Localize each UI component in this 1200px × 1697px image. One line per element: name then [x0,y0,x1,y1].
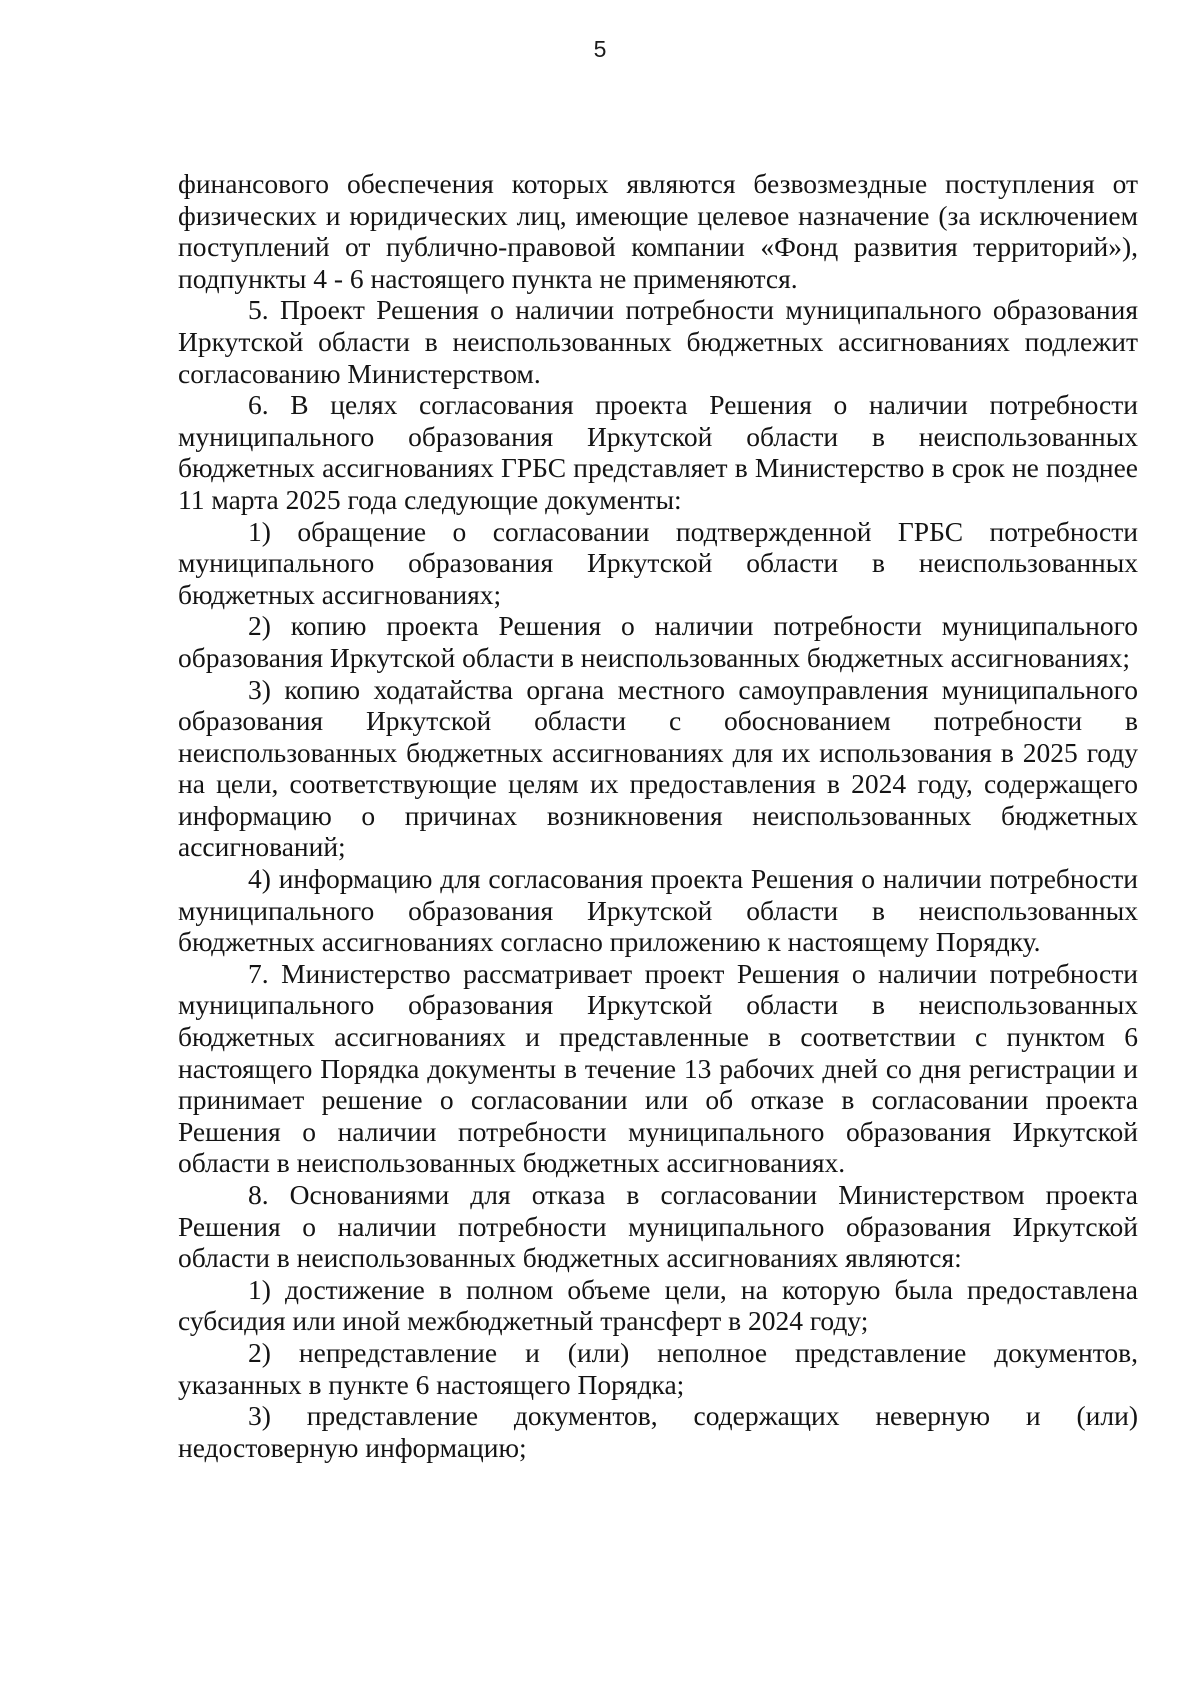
subitem-6-4: 4) информацию для согласования проекта Решения о наличии потребности муниципального образования Иркутской области в неиспользованных бюджетных ассигнованиях согласно приложению к настоящему Порядку. [178,863,1138,958]
subitem-8-2: 2) непредставление и (или) неполное представление документов, указанных в пункте 6 настоящего Порядка; [178,1336,1138,1400]
paragraph-item-7: 7. Министерство рассматривает проект Решения о наличии потребности муниципального образования Иркутской области в неиспользованных бюджетных ассигнованиях и представленные в соответствии с пунктом 6 настоящего Порядка документы в течение 13 рабочих дней со дня регистрации и принимает решение о согласовании или об отказе в согласовании проекта Решения о наличии потребности муниципального образования Иркутской области в неиспользованных бюджетных ассигнованиях. [178,957,1138,1179]
paragraph-item-6: 6. В целях согласования проекта Решения о наличии потребности муниципального образования Иркутской области в неиспользованных бюджетных ассигнованиях ГРБС представляет в Министерство в срок не позднее 11 марта 2025 года следующие документы: [178,389,1138,515]
document-body [178,168,1138,1463]
paragraph-continuation: финансового обеспечения которых являются безвозмездные поступления от физических и юридических лиц, имеющие целевое назначение (за исключением поступлений от публично-правовой компании «Фонд развития территорий»), подпункты 4 - 6 настоящего пункта не применяются. [178,168,1138,294]
subitem-6-2: 2) копию проекта Решения о наличии потребности муниципального образования Иркутской области в неиспользованных бюджетных ассигнованиях; [178,610,1138,673]
subitem-8-3: 3) представление документов, содержащих неверную и (или) недостоверную информацию; [178,1400,1138,1463]
subitem-6-3: 3) копию ходатайства органа местного самоуправления муниципального образования Иркутской области с обоснованием потребности в неиспользованных бюджетных ассигнованиях для их использования в 2025 году на цели, соответствующие целям их предоставления в 2024 году, содержащего информацию о причинах возникновения неиспользованных бюджетных ассигнований; [178,673,1138,863]
page-number: 5 [593,36,607,62]
subitem-6-1: 1) обращение о согласовании подтвержденной ГРБС потребности муниципального образования Иркутской области в неиспользованных бюджетных ассигнованиях; [178,515,1138,610]
paragraph-item-5: 5. Проект Решения о наличии потребности муниципального образования Иркутской области в неиспользованных бюджетных ассигнованиях подлежит согласованию Министерством. [178,294,1138,389]
paragraph-item-8: 8. Основаниями для отказа в согласовании Министерством проекта Решения о наличии потребности муниципального образования Иркутской области в неиспользованных бюджетных ассигнованиях являются: [178,1179,1138,1274]
subitem-8-1: 1) достижение в полном объеме цели, на которую была предоставлена субсидия или иной межбюджетный трансферт в 2024 году; [178,1273,1138,1337]
